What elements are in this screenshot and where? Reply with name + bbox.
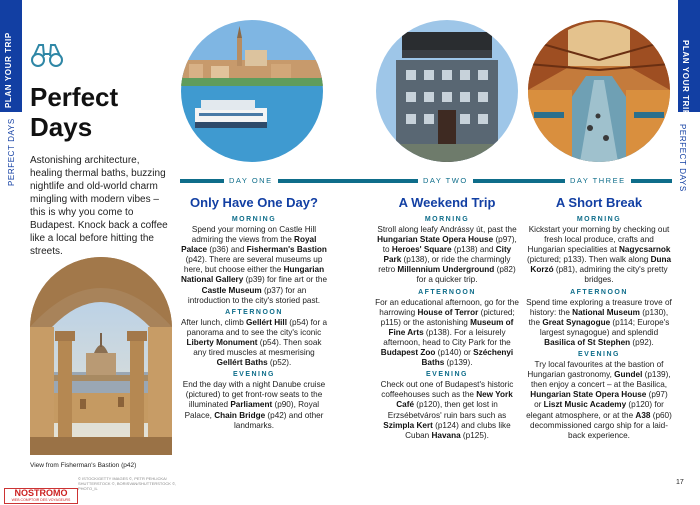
place-name: Millennium Underground [397, 265, 495, 275]
nostromo-watermark [4, 488, 78, 504]
day-two-title: A Weekend Trip [398, 195, 496, 210]
text-run: (p90), Royal Palace, [184, 400, 320, 420]
text-run: (p54). Then soak any tired muscles at mesmerising [193, 337, 322, 358]
itinerary-paragraph [374, 298, 520, 369]
time-of-day-heading: AFTERNOON [570, 288, 628, 296]
time-of-day-heading: MORNING [231, 216, 277, 223]
text-run: (p37) for an introduction to the city's storied past. [187, 285, 321, 305]
place-name: Basilica of St Stephen [544, 337, 631, 347]
watermark-main: NOSTROMO [14, 488, 68, 498]
time-of-day-heading: AFTERNOON [418, 288, 476, 296]
place-name: Chain Bridge [214, 410, 266, 420]
text-run: (pictured; p133). Then walk along [526, 255, 651, 265]
text-run: (p60) decommissioned cargo ship for a laid-back experience. [530, 410, 672, 440]
place-name: Havana [431, 430, 461, 440]
text-run: (p36) and [207, 245, 247, 255]
place-name: New York Café [396, 390, 513, 410]
text-run: (p81), admiring the city's pretty bridges. [553, 265, 668, 285]
time-of-day-heading: EVENING [577, 351, 620, 359]
text-run: (p52). [267, 358, 292, 368]
text-run: (p120), then get lost in Erzsébetváros' ruin bars such as [387, 400, 507, 420]
place-name: Hungarian National Gallery [180, 265, 325, 285]
itinerary-paragraph [526, 225, 672, 286]
text-run: (p114; Europe's largest synagogue) and splendid [539, 317, 670, 337]
text-run: (p42). There are several museums up here, but choose either the [183, 255, 323, 275]
great-market-hall-photo [528, 20, 670, 162]
place-name: Museum of Fine Arts [388, 317, 514, 337]
day-three-label: DAY THREE [565, 176, 631, 185]
text-run: (p82) for a quicker trip. [416, 265, 516, 285]
place-name: Liberty Monument [186, 337, 258, 347]
day-one-column [180, 195, 328, 431]
place-name: City Park [383, 245, 512, 265]
text-run: (p139). [444, 358, 473, 368]
time-of-day-heading: MORNING [424, 216, 470, 223]
text-run: (p139), then enjoy a concert – at the Basilica, [530, 370, 671, 390]
place-name: Duna Korzó [530, 255, 672, 275]
house-of-terror-photo [376, 20, 518, 162]
place-name: Nagycsarnok [619, 245, 671, 255]
text-run: (p42) and other landmarks. [233, 410, 324, 430]
place-name: Castle Museum [201, 285, 262, 295]
place-name: Gellért Hill [246, 317, 287, 327]
text-run: For an educational afternoon, go for the harrowing [375, 297, 519, 317]
place-name: Heroes' Square [391, 245, 452, 255]
text-run: (p92). [630, 337, 654, 347]
place-name: Great Synagogue [542, 317, 611, 327]
place-name: Hungarian State Opera House [530, 390, 647, 400]
day-three-title: A Short Break [555, 195, 643, 210]
text-run: (p138). For a leisurely afternoon, head to City Park for the [383, 327, 511, 347]
place-name: Gundel [614, 370, 643, 380]
text-run: (p124) and clubs like Cuban [405, 420, 511, 440]
place-name: Budapest Zoo [380, 348, 436, 358]
text-run: Check out one of Budapest's historic coffeehouses such as the [380, 380, 514, 400]
place-name: Royal Palace [181, 235, 317, 255]
text-run: Stroll along leafy Andrássy út, past the [377, 225, 517, 234]
time-of-day-heading: EVENING [232, 371, 275, 379]
place-name: Szimpla Kert [383, 420, 433, 430]
itinerary-paragraph [180, 225, 328, 306]
text-run: Spend time exploring a treasure trove of history: the [526, 297, 672, 317]
page-title [30, 82, 180, 142]
day-one-label: DAY ONE [224, 176, 278, 185]
day-one-title: Only Have One Day? [190, 195, 318, 210]
page-number: 17 [676, 479, 684, 486]
text-run: (p97), to [382, 235, 517, 255]
place-name: Parliament [230, 400, 273, 410]
text-run: (p130), the [528, 307, 669, 327]
text-run: After lunch, climb [180, 317, 247, 327]
text-run: (p97) or [534, 390, 668, 410]
text-run: (p120) for elegant atmosphere, or at the [526, 400, 664, 420]
fishermans-bastion-photo [30, 257, 172, 455]
time-of-day-heading: MORNING [576, 216, 622, 223]
text-run: Spend your morning on Castle Hill admiring the views from the [191, 225, 317, 245]
text-run: (p140) or [435, 348, 474, 358]
itinerary-paragraph [180, 318, 328, 368]
place-name: A38 [635, 410, 651, 420]
watermark-sub: WEB COMPTOIR DES VOYAGEURS [11, 498, 71, 502]
text-run: (p39) for fine art or the [243, 275, 328, 285]
day-three-column [526, 195, 672, 441]
text-run: Kickstart your morning by checking out fresh local produce, crafts and Hungarian specialities at [527, 225, 670, 255]
itinerary-paragraph [526, 360, 672, 441]
photo-credits: © ISTOCK/GETTY IMAGES ©, PETR PEHLICKA/ SHUTTERSTOCK ©, BORISVAN/SHUTTERSTOCK ©, PHOTO_IL [78, 476, 177, 491]
itinerary-paragraph [374, 225, 520, 286]
right-tab-label: PLAN YOUR TRIP [681, 40, 690, 116]
time-of-day-heading: EVENING [425, 371, 468, 379]
place-name: Széchenyi Baths [421, 348, 514, 368]
text-run: (p125). [460, 430, 489, 440]
place-name: Hungarian State Opera House [377, 235, 494, 245]
itinerary-paragraph [374, 380, 520, 441]
binoculars-icon [30, 42, 64, 68]
place-name: House of Terror [417, 307, 479, 317]
place-name: Fisherman's Bastion [246, 245, 327, 255]
right-section-label: PERFECT DAYS [678, 124, 687, 192]
day-two-column [374, 195, 520, 441]
left-section-label: PERFECT DAYS [7, 118, 16, 186]
intro-text: Astonishing architecture, healing thermal baths, buzzing nightlife and old-world charm mingling with modern vibes – this is why you come to Budapest. Knock back a coffee like a local before hitting the streets. [30, 155, 168, 257]
danube-cruise-photo [181, 20, 323, 162]
itinerary-paragraph [180, 380, 328, 430]
photo-caption: View from Fisherman's Bastion (p42) [30, 462, 137, 469]
text-run: (p138) and [451, 245, 496, 255]
title-line-1: Perfect [30, 82, 119, 112]
text-run: End the day with a night Danube cruise (pictured) to get front-row seats to the illuminated [182, 380, 326, 410]
day-two-label: DAY TWO [418, 176, 473, 185]
place-name: National Museum [572, 307, 640, 317]
place-name: Liszt Music Academy [543, 400, 627, 410]
left-tab-label: PLAN YOUR TRIP [4, 32, 13, 108]
text-run: (p54) for a panorama and to see the city's iconic [186, 317, 328, 337]
place-name: Gellért Baths [216, 358, 268, 368]
text-run: (pictured; p115) or the astonishing [380, 307, 515, 327]
itinerary-paragraph [526, 298, 672, 348]
title-line-2: Days [30, 112, 93, 142]
text-run: Try local favourites at the bastion of Hungarian gastronomy, [527, 360, 664, 380]
time-of-day-heading: AFTERNOON [225, 308, 283, 316]
text-run: (p138), or ride the charmingly retro [378, 255, 511, 275]
